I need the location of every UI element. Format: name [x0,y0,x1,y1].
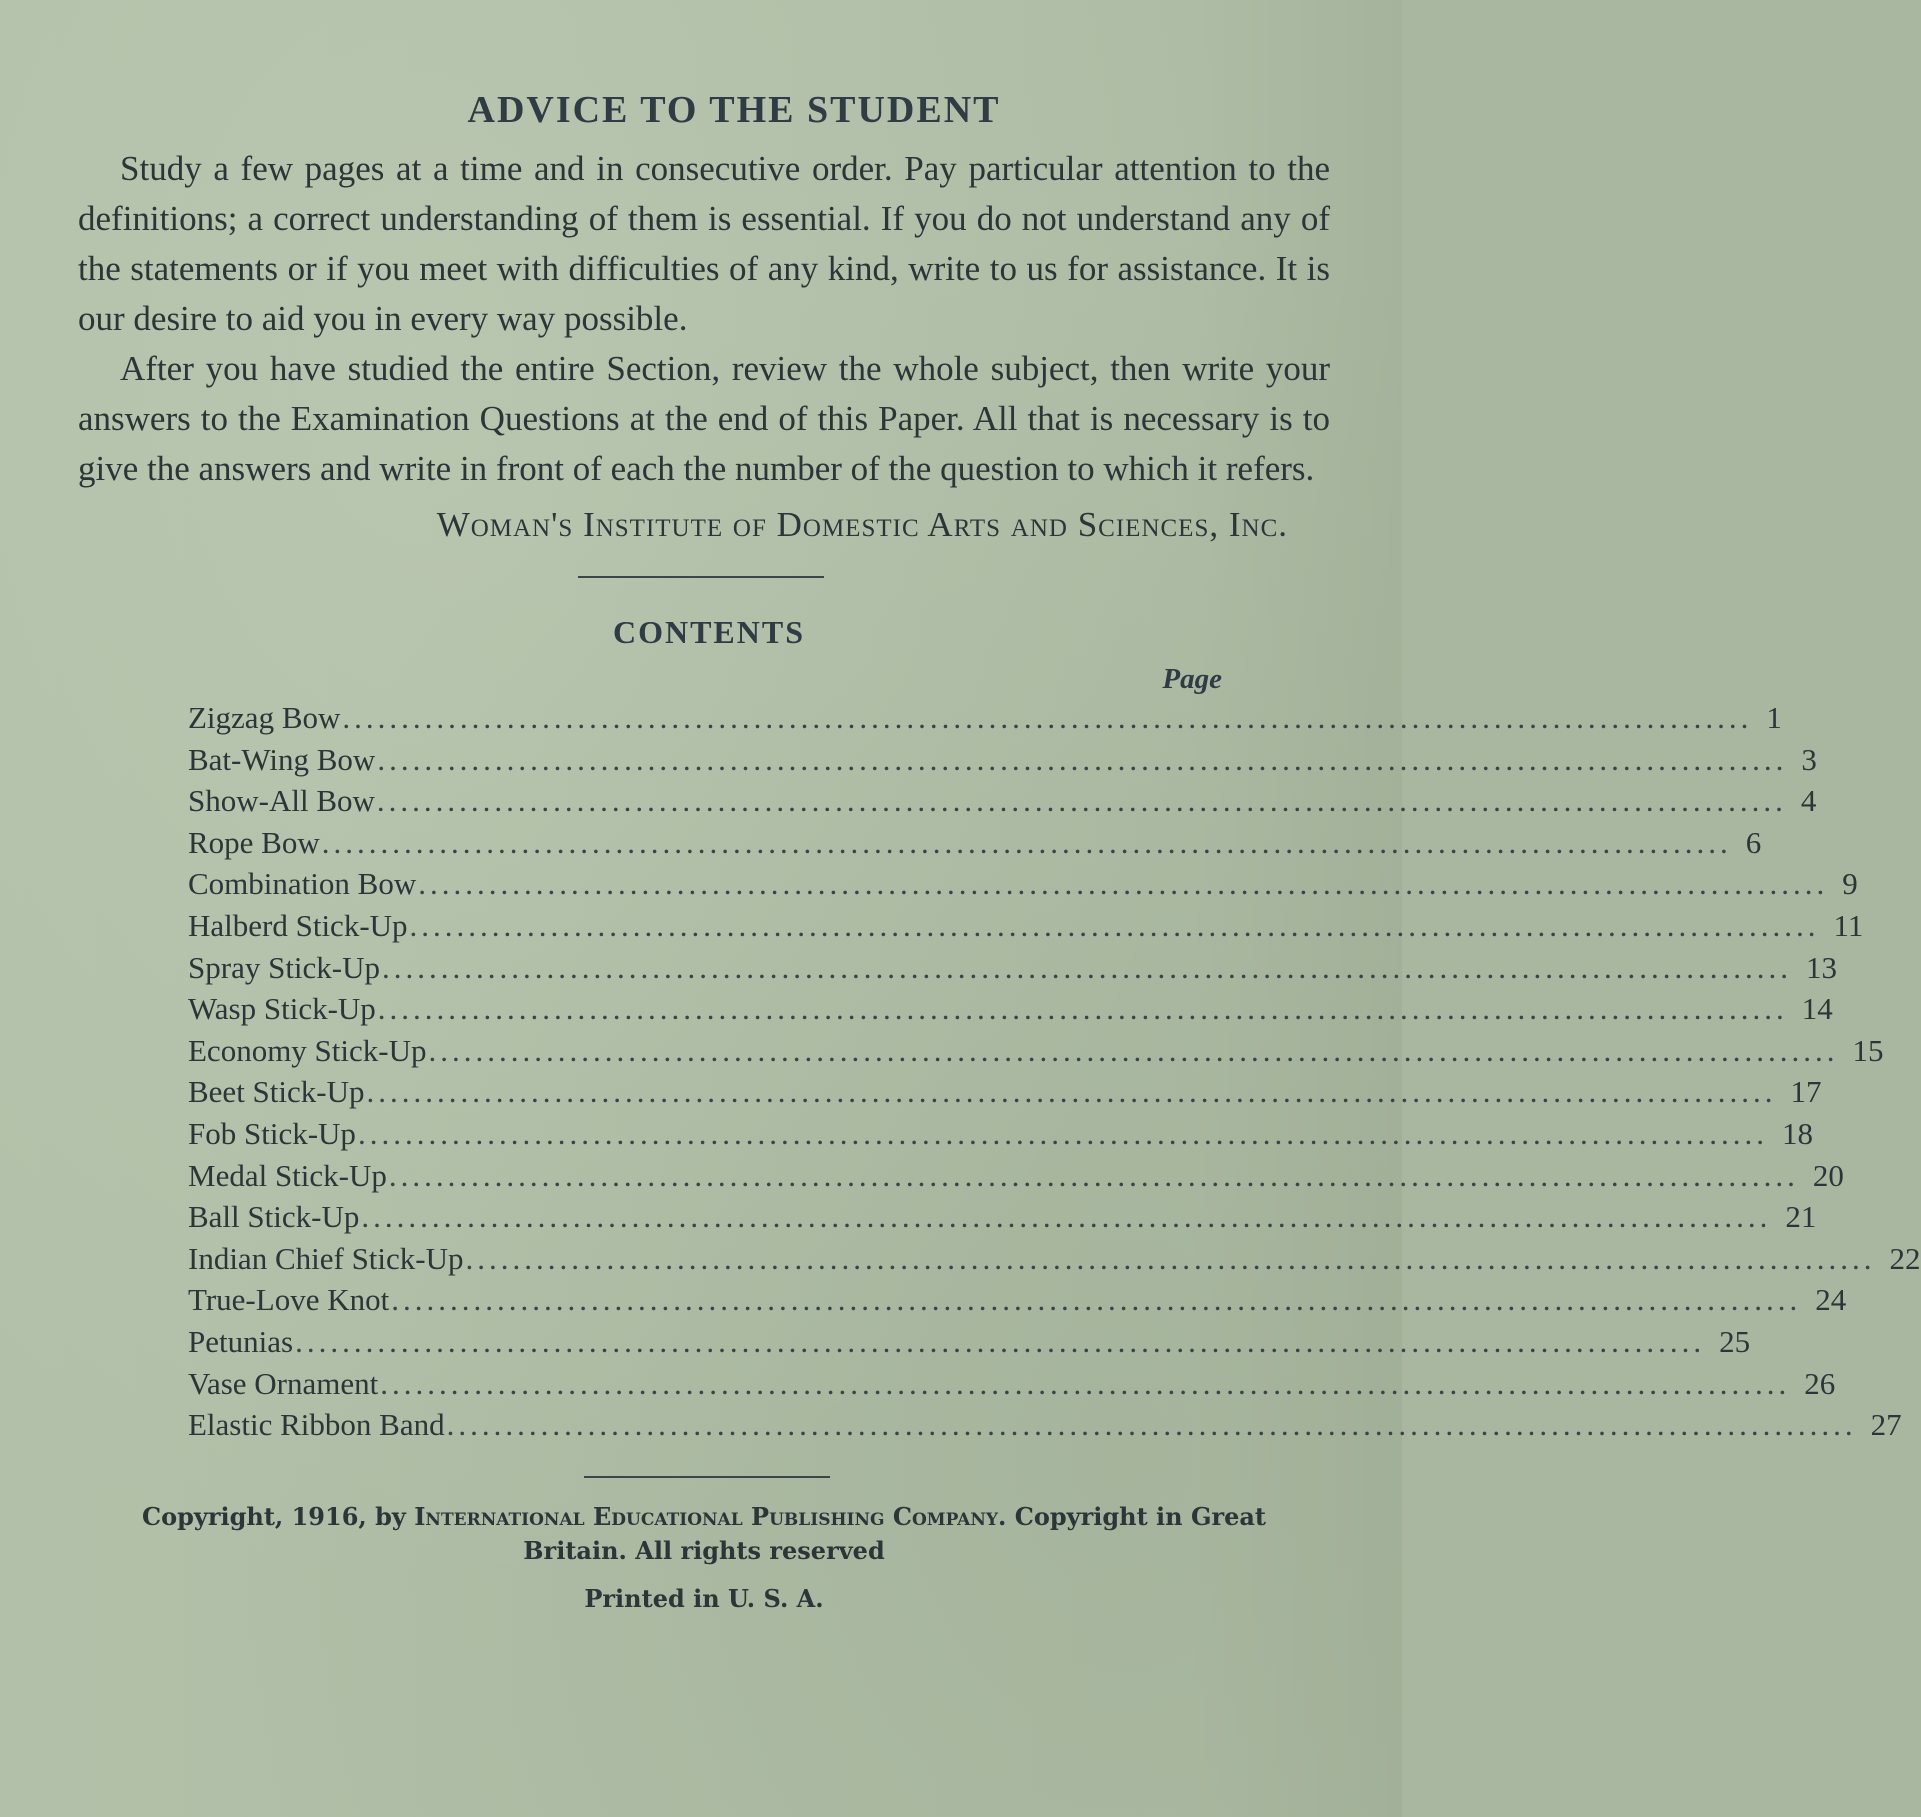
toc-entry [188,1071,1822,1113]
toc-entry-page: 17 [1790,1074,1822,1110]
toc-dot-leader: ........................................................................................................................ [418,866,1829,902]
toc-entry-title: Bat-Wing Bow [188,741,376,777]
toc-entry-title: Rope Bow [188,824,320,860]
institute-signature: Woman's Institute of Domestic Arts and Sciences, Inc. [436,505,1288,544]
toc-entry-page: 1 [1766,700,1782,735]
toc-entry-title: True-Love Knot [188,1282,390,1318]
toc-dot-leader: ........................................................................................................................ [295,1323,1706,1359]
toc-entry [188,1238,1921,1280]
toc-entry [188,780,1817,822]
toc-dot-leader: ........................................................................................................................ [377,741,1788,777]
contents-title: CONTENTS [612,614,806,650]
toc-dot-leader: ........................................................................................................................ [366,1074,1777,1110]
toc-dot-leader: ........................................................................................................................ [376,783,1787,819]
toc-entry-page: 15 [1852,1032,1884,1068]
toc-dot-leader: ........................................................................................................................ [446,1407,1857,1443]
toc-dot-leader: ........................................................................................................................ [465,1240,1876,1276]
toc-entry-page: 20 [1812,1157,1844,1193]
toc-entry-title: Beet Stick-Up [188,1074,365,1110]
toc-entry-title: Combination Bow [188,866,417,902]
toc-entry [188,697,1782,739]
toc-entry [188,1113,1813,1155]
page-column-header: Page [1162,663,1222,695]
toc-entry [188,739,1817,781]
toc-entry-title: Medal Stick-Up [188,1157,387,1193]
toc-entry [188,1404,1902,1446]
toc-entry-title: Zigzag Bow [188,700,341,735]
toc-entry-title: Wasp Stick-Up [188,991,376,1027]
toc-entry-title: Show-All Bow [188,783,375,819]
toc-entry [188,863,1858,905]
toc-entry-title: Vase Ornament [188,1365,379,1401]
advice-paragraph-2: After you have studied the entire Section, review the whole subject, then write your answers to the Examination Questions at the end of this Paper. All that is necessary is to give the answers and write in front of each the number of the question to which it refers. [78,349,1330,488]
toc-entry [188,1279,1847,1321]
divider-bottom [584,1476,830,1478]
toc-entry-page: 4 [1800,783,1817,819]
toc-entry [188,947,1838,989]
toc-entry [188,822,1762,864]
toc-entry-page: 3 [1801,741,1817,777]
toc-entry-page: 11 [1833,907,1864,943]
toc-entry-page: 9 [1842,866,1858,902]
printed-in: Printed in U. S. A. [584,1583,824,1613]
footer [78,1500,1330,1616]
toc-entry-title: Ball Stick-Up [188,1199,360,1235]
toc-entry-page: 26 [1804,1365,1836,1401]
copyright-publisher: International Educational Publishing Company. [414,1501,1007,1531]
toc-entry-title: Fob Stick-Up [188,1115,356,1151]
table-of-contents [188,661,1921,1446]
toc-entry-title: Economy Stick-Up [188,1032,427,1068]
toc-dot-leader: ........................................................................................................................ [342,700,1753,735]
toc-list [188,697,1921,1446]
toc-entry [188,988,1833,1030]
advice-title: ADVICE TO THE STUDENT [467,89,1001,131]
toc-dot-leader: ........................................................................................................................ [380,1365,1791,1401]
toc-entry [188,1196,1817,1238]
toc-entry-title: Indian Chief Stick-Up [188,1240,464,1276]
toc-entry [188,1030,1884,1072]
toc-entry-page: 6 [1745,824,1762,860]
toc-entry-page: 22 [1889,1240,1921,1276]
toc-dot-leader: ........................................................................................................................ [428,1032,1839,1068]
toc-entry-page: 14 [1801,991,1833,1027]
toc-entry [188,1321,1751,1363]
toc-dot-leader: ........................................................................................................................ [377,991,1788,1027]
toc-dot-leader: ........................................................................................................................ [382,949,1793,985]
toc-dot-leader: ........................................................................................................................ [321,824,1732,860]
divider-top [578,576,824,578]
toc-entry-page: 25 [1719,1323,1751,1359]
toc-entry-page: 13 [1806,949,1838,985]
toc-entry [188,905,1864,947]
toc-entry-title: Petunias [188,1323,294,1359]
toc-entry-page: 21 [1785,1199,1817,1235]
toc-entry-title: Halberd Stick-Up [188,907,408,943]
toc-entry-title: Spray Stick-Up [188,949,381,985]
toc-dot-leader: ........................................................................................................................ [357,1115,1768,1151]
toc-entry-page: 18 [1781,1115,1813,1151]
copyright-notice [78,1500,1330,1568]
copyright-lead: Copyright, 1916, by [141,1501,406,1531]
toc-dot-leader: ........................................................................................................................ [409,907,1820,943]
toc-dot-leader: ........................................................................................................................ [391,1282,1802,1318]
toc-entry-page: 24 [1815,1282,1847,1318]
page-content [78,88,1921,1616]
toc-entry [188,1363,1836,1405]
toc-dot-leader: ........................................................................................................................ [388,1157,1799,1193]
toc-entry [188,1155,1844,1197]
advice-paragraph-1: Study a few pages at a time and in consecutive order. Pay particular attention to the definitions; a correct understanding of them is essential. If you do not understand any of the statements or if you meet with difficulties of any kind, write to us for assistance. It is our desire to aid you in every way possible. [78,149,1330,338]
toc-entry-title: Elastic Ribbon Band [188,1407,445,1443]
copyright-tail: Copyright in Great Britain. All rights reserved [523,1501,1267,1565]
toc-entry-page: 27 [1870,1407,1902,1443]
toc-dot-leader: ........................................................................................................................ [361,1199,1772,1235]
